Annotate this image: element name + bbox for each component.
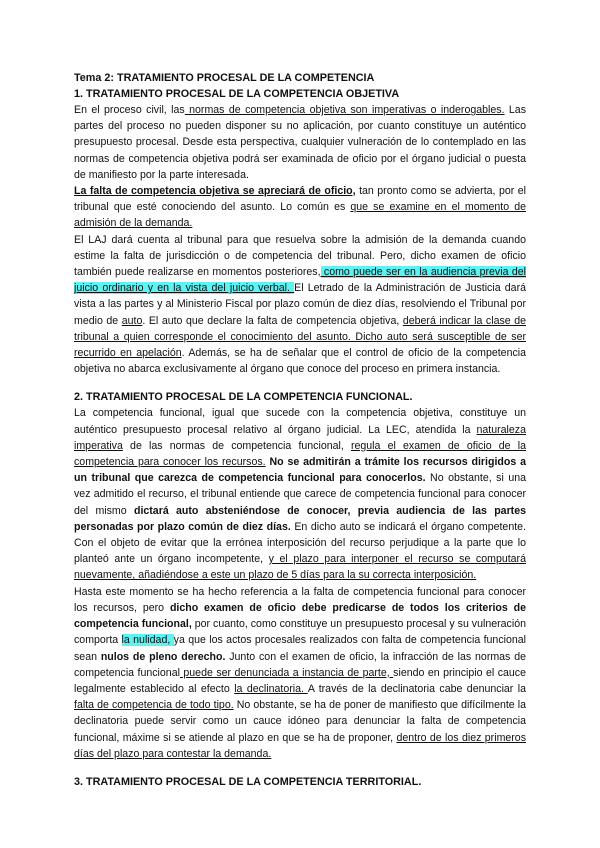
text-run: naturaleza imperativa bbox=[74, 423, 526, 452]
text-run: la nulidad, bbox=[121, 634, 174, 647]
text-run: Junto con el examen de oficio, la infracción de las normas de competencia funcional bbox=[74, 650, 526, 679]
text-run: Las partes del proceso no pueden disponer su no aplicación, por cuanto constituye un auténtico presupuesto procesal. Desde esta perspectiva, cualquier vulneración de lo contemplado en las normas de competencia objetiva podrá ser examinada de oficio por el órgano judicial o puesta de manifiesto por la parte interesada. bbox=[74, 104, 526, 181]
text-run: dicho examen de oficio debe predicarse de todos los criterios de competencia funcional, bbox=[74, 601, 526, 631]
text-run: A través de la declinatoria cabe denunciar la bbox=[307, 682, 526, 695]
text-run: No obstante, si una vez admitido el recurso, el tribunal entiende que carece de competencia funcional para conocer del mismo bbox=[74, 472, 526, 517]
section-2-paragraph-1 bbox=[74, 405, 526, 583]
text-run: El LAJ dará cuenta al tribunal para que resuelva sobre la admisión de la demanda cuando estime la falta de jurisdicción o de competencia del tribunal. Pero, dicho examen de oficio también puede realizarse en momentos posteriores, bbox=[74, 233, 526, 279]
text-run: falta de competencia de todo tipo. bbox=[74, 699, 234, 712]
text-run: puede ser denunciada a instancia de parte, bbox=[179, 666, 394, 679]
text-run: No se admitirán a trámite los recursos dirigidos a un tribunal que carezca de competencia funcional para conocerlos. bbox=[74, 456, 526, 485]
text-run: La falta de competencia objetiva se apreciará de oficio, bbox=[74, 185, 356, 198]
text-run: normas de competencia objetiva son imperativas o inderogables. bbox=[184, 104, 505, 116]
text-run: dentro de los diez primeros días del plazo para contestar la demanda. bbox=[74, 731, 526, 760]
section-2-heading: 2. TRATAMIENTO PROCESAL DE LA COMPETENCIA FUNCIONAL. bbox=[74, 391, 413, 404]
text-run: dictará auto absteniéndose de conocer, previa audiencia de las partes personadas por plazo común de diez días. bbox=[74, 504, 526, 533]
section-1-paragraph-2 bbox=[74, 183, 526, 232]
section-1-paragraph-3 bbox=[74, 232, 526, 378]
text-run: La competencia funcional, igual que sucede con la competencia objetiva, constituye un auténtico presupuesto procesal relativo al órgano judicial. La LEC, atendida la bbox=[74, 407, 526, 436]
text-run: . El auto que declare la falta de competencia objetiva, bbox=[142, 314, 403, 327]
document-page bbox=[74, 70, 526, 790]
text-run: la declinatoria. bbox=[234, 682, 308, 695]
text-run: de las normas de competencia funcional, bbox=[122, 439, 351, 452]
text-run: deberá indicar la clase de tribunal a quien corresponde el conocimiento del asunto. Dicho auto será susceptible de ser recurrido en apelación bbox=[74, 314, 526, 360]
text-run: nulos de pleno derecho. bbox=[100, 650, 226, 663]
text-run: como puede ser en la audiencia previa del juicio ordinario y en la vista del juicio verbal. bbox=[74, 266, 526, 295]
text-run: que se examine en el momento de admisión de la demanda. bbox=[74, 201, 526, 230]
text-run: ya que los actos procesales realizados con falta de competencia funcional sean bbox=[74, 634, 526, 663]
section-1-paragraph-1 bbox=[74, 102, 526, 183]
text-run: Hasta este momento se ha hecho referencia a la falta de competencia funcional para conocer los recursos, pero bbox=[74, 585, 526, 614]
section-1-heading: 1. TRATAMIENTO PROCESAL DE LA COMPETENCIA OBJETIVA bbox=[74, 88, 400, 100]
text-run: En dicho auto se indicará el órgano competente. Con el objeto de evitar que la errónea interposición del recurso perjudique a la parte que lo planteó ante un órgano incompetente, bbox=[74, 520, 526, 566]
document-title: Tema 2: TRATAMIENTO PROCESAL DE LA COMPETENCIA bbox=[74, 72, 375, 84]
text-run: El Letrado de la Administración de Justicia dará vista a las partes y al Ministerio Fiscal por plazo común de diez días, resolviendo el Tribunal por medio de bbox=[74, 282, 526, 327]
text-run: y el plazo para interponer el recurso se computará nuevamente, añadiéndose a este un plazo de 5 días para la su correcta interposición. bbox=[74, 553, 526, 582]
text-run: . Además, se ha de señalar que el control de oficio de la competencia objetiva no abarca exclusivamente al órgano que conoce del proceso en primera instancia. bbox=[74, 347, 526, 376]
text-run: auto bbox=[121, 314, 143, 327]
text-run: regula el examen de oficio de la competencia para conocer los recursos. bbox=[74, 439, 526, 469]
section-2-paragraph-2 bbox=[74, 584, 526, 762]
text-run: tan pronto como se advierta, por el tribunal que esté conociendo del asunto. Lo común es bbox=[74, 185, 526, 214]
text-run: No obstante, se ha de poner de manifiesto que difícilmente la declinatoria puede servir como un cauce idóneo para denunciar la falta de competencia funcional, máxime si se atiende al plazo en que se ha de proponer, bbox=[74, 699, 527, 744]
text-run: siendo en principio el cauce legalmente establecido al efecto bbox=[74, 666, 526, 695]
text-run: por cuanto, como constituye un presupuesto procesal y su vulneración comporta bbox=[74, 618, 526, 647]
text-run: En el proceso civil, las bbox=[74, 104, 185, 116]
section-3-heading: 3. TRATAMIENTO PROCESAL DE LA COMPETENCIA TERRITORIAL. bbox=[74, 775, 422, 788]
